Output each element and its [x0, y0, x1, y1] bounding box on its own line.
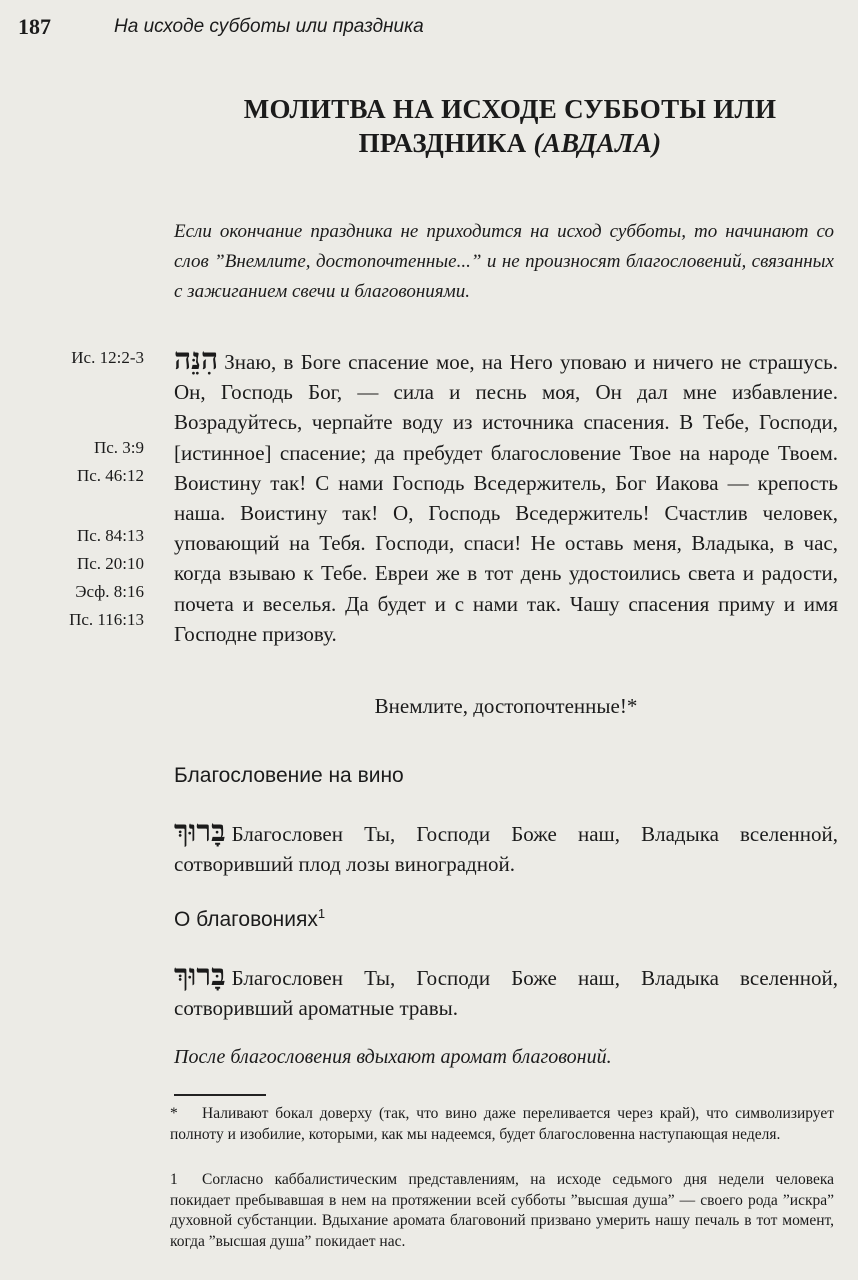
spices-heading: [174, 908, 325, 932]
footnote-star: [170, 1104, 834, 1145]
ref-isaiah: Ис. 12:2-3: [71, 348, 144, 367]
footnote-1-mark: 1: [170, 1171, 178, 1188]
prayer-title: [200, 92, 820, 160]
wine-blessing: [174, 814, 838, 879]
after-blessing-note: После благословения вдыхают аромат благовоний.: [174, 1046, 612, 1068]
hebrew-hinei: הִנֵּה: [174, 342, 219, 377]
footnote-1: [170, 1170, 834, 1252]
wine-heading: Благословение на вино: [174, 764, 404, 787]
title-line-1: МОЛИТВА НА ИСХОДЕ СУББОТЫ ИЛИ: [243, 94, 777, 124]
footnote-star-mark: *: [170, 1105, 178, 1122]
footnote-divider: [174, 1094, 266, 1096]
closing-call: Внемлите, достопочтенные!*: [374, 694, 638, 718]
title-line-2: [200, 126, 820, 160]
page-number: 187: [18, 14, 51, 39]
title-avdala: (АВДАЛА): [533, 128, 662, 158]
footnote-star-text: Наливают бокал доверху (так, что вино даже переливается через край), что символизирует полноту и изобилие, которыми, как мы надеемся, будет благословенна наступающая неделя.: [170, 1105, 834, 1143]
verses-text: Знаю, в Боге спасение мое, на Него уповаю и ничего не страшусь. Он, Господь Бог, — сила и песнь моя, Он дал мне избавление. Возрадуйтесь, черпайте воду из источника спасения. В Тебе, Господи, [истинное] спасение; да пребудет благословение Твое на народе Твоем. Воистину так! С нами Господь Вседержитель, Бог Иакова — крепость наша. Воистину так! О, Господь Вседержитель! Счастлив человек, уповающий на Тебя. Господи, спаси! Не оставь меня, Владыка, в час, когда взываю к Тебе. Евреи же в тот день удостоились света и радости, почета и веселья. Да будет и с нами так. Чашу спасения приму и имя Господне призову.: [174, 350, 838, 646]
ref-psalm-20: Пс. 20:10: [76, 554, 144, 573]
footnote-1-text: Согласно каббалистическим представлениям, на исходе седьмого дня недели человека покидает пребывавшая в нем на протяжении всей субботы ”высшая душа” — своего рода ”искра” духовной субстанции. Вдыхание аромата благовоний призвано умерить нашу печаль в тот момент, когда ”высшая душа” покидает нас.: [170, 1171, 834, 1250]
ref-psalm-3: Пс. 3:9: [93, 438, 144, 457]
spices-heading-text: О благовониях: [174, 908, 318, 931]
ref-psalm-46: Пс. 46:12: [76, 466, 144, 485]
ref-esther: Эсф. 8:16: [75, 582, 144, 601]
title-line-2-text: ПРАЗДНИКА: [358, 128, 534, 158]
wine-blessing-text: Благословен Ты, Господи Боже наш, Владыка вселенной, сотворивший плод лозы виноградной.: [174, 822, 838, 877]
page-header: [18, 14, 818, 44]
footnote-ref-1: 1: [317, 906, 326, 921]
running-title: На исходе субботы или праздника: [114, 16, 424, 37]
spices-blessing: [174, 958, 838, 1023]
ref-psalm-84: Пс. 84:13: [76, 526, 144, 545]
intro-instruction: Если окончание праздника не приходится на исход субботы, то начинают со слов ”Внемлите, достопочтенные...” и не произносят благословений, связанных с зажиганием свечи и благовониями.: [174, 221, 834, 302]
spices-blessing-text: Благословен Ты, Господи Боже наш, Владыка вселенной, сотворивший ароматные травы.: [174, 966, 838, 1021]
ref-psalm-116: Пс. 116:13: [69, 610, 144, 629]
hebrew-baruch-wine: בָּרוּךְ: [174, 814, 226, 849]
hebrew-baruch-spices: בָּרוּךְ: [174, 958, 226, 993]
havdalah-verses: [174, 342, 838, 649]
